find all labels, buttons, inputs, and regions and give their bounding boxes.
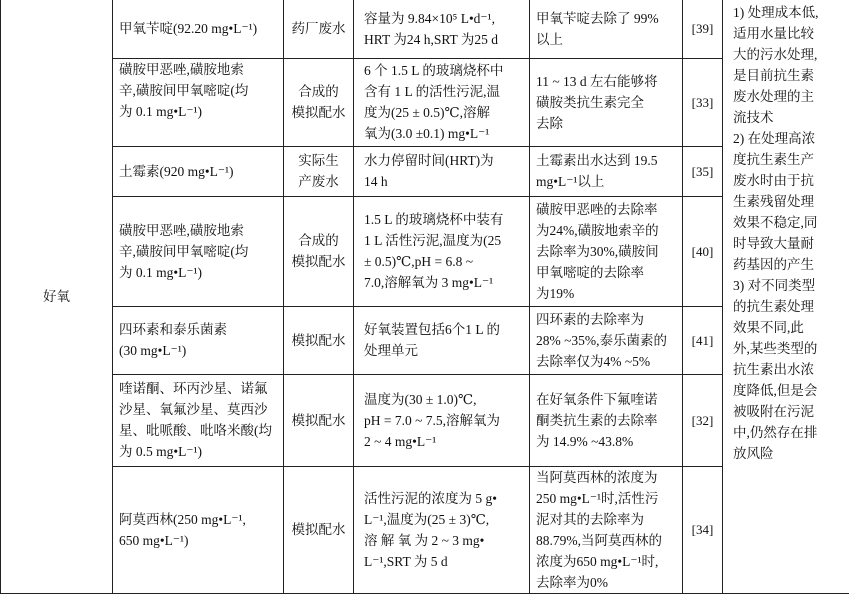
water-type-cell: 模拟配水 [284, 306, 354, 374]
remark-line: 废水处理的主 [733, 86, 842, 107]
remark-line: 时导致大量耐 [733, 233, 842, 254]
reference-cell: [32] [683, 374, 723, 466]
effect-cell: 四环素的去除率为 28% ~35%,泰乐菌素的 去除率仅为4% ~5% [530, 306, 683, 374]
reference-cell: [35] [683, 146, 723, 196]
table-row [1, 58, 849, 146]
remark-line: 2) 在处理高浓 [733, 128, 842, 149]
conditions-cell: 1.5 L 的玻璃烧杯中装有 1 L 活性污泥,温度为(25 ± 0.5)℃,pH = 6.8 ~ 7.0,溶解氧为 3 mg•L⁻¹ [354, 196, 530, 306]
effect-cell: 在好氧条件下氟喹诺 酮类抗生素的去除率 为 14.9% ~43.8% [530, 374, 683, 466]
table-row [1, 374, 849, 466]
remark-line: 抗生素出水浓 [733, 359, 842, 380]
remark-line: 中,仍然存在排 [733, 422, 842, 443]
table-row [1, 466, 849, 593]
reference-cell: [33] [683, 58, 723, 146]
conditions-cell: 温度为(30 ± 1.0)℃, pH = 7.0 ~ 7.5,溶解氧为 2 ~ 4 mg•L⁻¹ [354, 374, 530, 466]
remark-line: 效果不同,此 [733, 317, 842, 338]
remark-line: 效果不稳定,同 [733, 212, 842, 233]
effect-cell: 土霉素出水达到 19.5 mg•L⁻¹以上 [530, 146, 683, 196]
conditions-cell: 活性污泥的浓度为 5 g• L⁻¹,温度为(25 ± 3)℃, 溶 解 氧 为 2 ~ 3 mg• L⁻¹,SRT 为 5 d [354, 466, 530, 593]
remark-line: 废水时由于抗 [733, 170, 842, 191]
remark-line: 1) 处理成本低, [733, 2, 842, 23]
table-row [1, 196, 849, 306]
water-type-cell: 模拟配水 [284, 466, 354, 593]
effect-cell: 甲氧苄啶去除了 99% 以上 [530, 0, 683, 58]
remark-line: 大的污水处理, [733, 44, 842, 65]
remark-line: 生素残留处理 [733, 191, 842, 212]
remark-line: 3) 对不同类型 [733, 275, 842, 296]
remark-line: 适用水量比较 [733, 23, 842, 44]
antibiotic-cell: 甲氧苄啶(92.20 mg•L⁻¹) [113, 0, 284, 58]
remarks-cell [723, 0, 849, 593]
antibiotic-cell: 土霉素(920 mg•L⁻¹) [113, 146, 284, 196]
table-row [1, 146, 849, 196]
remark-line: 外,某些类型的 [733, 338, 842, 359]
effect-cell: 当阿莫西林的浓度为 250 mg•L⁻¹时,活性污 泥对其的去除率为 88.79%,当阿莫西林的 浓度为650 mg•L⁻¹时, 去除率为0% [530, 466, 683, 593]
remark-line: 被吸附在污泥 [733, 401, 842, 422]
reference-cell: [41] [683, 306, 723, 374]
table-row [1, 0, 849, 58]
remark-line: 药基因的产生 [733, 254, 842, 275]
remark-line: 是目前抗生素 [733, 65, 842, 86]
reference-cell: [39] [683, 0, 723, 58]
remark-line: 的抗生素处理 [733, 296, 842, 317]
remark-line: 度抗生素生产 [733, 149, 842, 170]
antibiotic-cell: 磺胺甲恶唑,磺胺地索 辛,磺胺间甲氧嘧啶(均 为 0.1 mg•L⁻¹) [113, 196, 284, 306]
conditions-cell: 6 个 1.5 L 的玻璃烧杯中 含有 1 L 的活性污泥,温 度为(25 ± 0.5)℃,溶解 氧为(3.0 ±0.1) mg•L⁻¹ [354, 58, 530, 146]
reference-cell: [34] [683, 466, 723, 593]
conditions-cell: 容量为 9.84×10⁵ L•d⁻¹, HRT 为24 h,SRT 为25 d [354, 0, 530, 58]
remark-line: 流技术 [733, 107, 842, 128]
remark-line: 度降低,但是会 [733, 380, 842, 401]
water-type-cell: 模拟配水 [284, 374, 354, 466]
method-label: 好氧 [43, 289, 70, 304]
antibiotic-cell: 磺胺甲恶唑,磺胺地索 辛,磺胺间甲氧嘧啶(均 为 0.1 mg•L⁻¹) [113, 58, 284, 146]
water-type-cell: 合成的 模拟配水 [284, 196, 354, 306]
method-cell [1, 0, 113, 593]
reference-cell: [40] [683, 196, 723, 306]
water-type-cell: 药厂废水 [284, 0, 354, 58]
water-type-cell: 合成的 模拟配水 [284, 58, 354, 146]
effect-cell: 磺胺甲恶唑的去除率 为24%,磺胺地索辛的 去除率为30%,磺胺间 甲氧嘧啶的去除率 为19% [530, 196, 683, 306]
conditions-cell: 水力停留时间(HRT)为 14 h [354, 146, 530, 196]
antibiotic-cell: 阿莫西林(250 mg•L⁻¹, 650 mg•L⁻¹) [113, 466, 284, 593]
water-type-cell: 实际生 产废水 [284, 146, 354, 196]
antibiotic-cell: 四环素和泰乐菌素 (30 mg•L⁻¹) [113, 306, 284, 374]
conditions-cell: 好氧装置包括6个1 L 的 处理单元 [354, 306, 530, 374]
effect-cell: 11 ~ 13 d 左右能够将 磺胺类抗生素完全 去除 [530, 58, 683, 146]
table-row [1, 306, 849, 374]
remark-line: 放风险 [733, 443, 842, 464]
antibiotic-cell: 喹诺酮、环丙沙星、诺氟 沙星、氧氟沙星、莫西沙 星、吡哌酸、吡咯米酸(均 为 0.5 mg•L⁻¹) [113, 374, 284, 466]
